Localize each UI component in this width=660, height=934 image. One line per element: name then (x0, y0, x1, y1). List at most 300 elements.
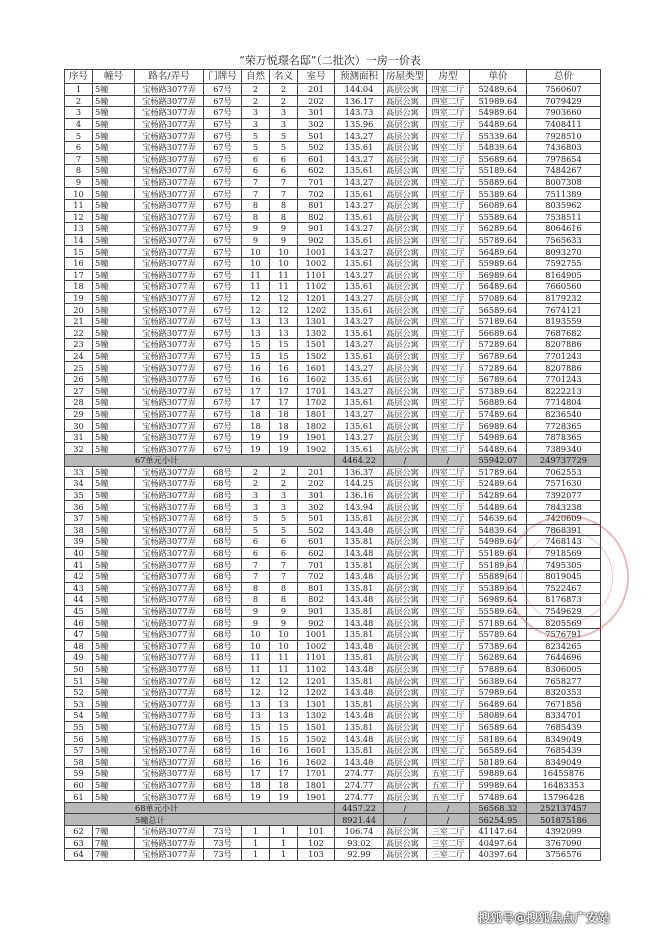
table-cell: 1202 (298, 304, 335, 316)
table-cell: 1102 (298, 281, 335, 293)
table-cell: 5幢 (93, 489, 135, 501)
table-row (65, 397, 601, 409)
table-cell: 7674121 (527, 304, 601, 316)
table-row (65, 257, 601, 269)
table-row (65, 501, 601, 513)
table-cell: 57289.64 (470, 339, 527, 351)
subtotal-total: 252137457 (527, 802, 601, 814)
table-cell: 7878365 (527, 431, 601, 443)
table-cell: 5幢 (93, 675, 135, 687)
column-header: 路名/弄号 (135, 70, 204, 84)
table-cell: 7392077 (527, 489, 601, 501)
table-cell: 宝杨路3077弄 (135, 628, 204, 640)
table-cell: 四室二厅 (427, 107, 470, 119)
table-cell: 7671858 (527, 698, 601, 710)
table-cell: 宝杨路3077弄 (135, 489, 204, 501)
table-cell: 135.61 (335, 188, 384, 200)
subtotal-unit-price: 55942.07 (470, 455, 527, 467)
table-cell: 39 (65, 536, 93, 548)
table-cell: 1 (270, 849, 298, 861)
table-cell: 5幢 (93, 791, 135, 803)
table-cell: 8176873 (527, 594, 601, 606)
table-row (65, 756, 601, 768)
table-cell: 21 (65, 315, 93, 327)
table-cell: 5幢 (93, 768, 135, 780)
table-cell: 5幢 (93, 84, 135, 96)
table-cell: 143.27 (335, 292, 384, 304)
table-cell: 四室二厅 (427, 397, 470, 409)
table-cell: 四室二厅 (427, 710, 470, 722)
table-cell: 11 (270, 281, 298, 293)
table-cell: 5幢 (93, 501, 135, 513)
table-cell: 13 (65, 223, 93, 235)
table-cell: 宝杨路3077弄 (135, 339, 204, 351)
table-cell: 四室二厅 (427, 130, 470, 142)
column-header: 自然 (242, 70, 270, 84)
table-cell: 4 (65, 118, 93, 130)
table-cell: 56089.64 (470, 199, 527, 211)
table-cell: 2 (65, 95, 93, 107)
table-cell: 宝杨路3077弄 (135, 95, 204, 107)
table-cell: 宝杨路3077弄 (135, 420, 204, 432)
table-cell: 10 (242, 628, 270, 640)
table-cell: 9 (270, 605, 298, 617)
table-cell: 四室二厅 (427, 686, 470, 698)
table-cell: 68号 (204, 663, 242, 675)
table-cell: 9 (242, 617, 270, 629)
column-header: 房屋类型 (384, 70, 427, 84)
table-cell: 143.48 (335, 617, 384, 629)
table-cell: 7685439 (527, 744, 601, 756)
table-cell: 67号 (204, 397, 242, 409)
table-cell: 8234265 (527, 640, 601, 652)
table-cell: 67号 (204, 165, 242, 177)
table-cell: 8207886 (527, 339, 601, 351)
table-cell: 135.61 (335, 327, 384, 339)
table-cell: 135.81 (335, 652, 384, 664)
table-cell: 宝杨路3077弄 (135, 849, 204, 861)
subtotal-empty: / (427, 802, 470, 814)
table-cell: 67号 (204, 443, 242, 455)
table-cell: 54289.64 (470, 489, 527, 501)
table-cell: 四室二厅 (427, 489, 470, 501)
table-cell: 67号 (204, 95, 242, 107)
table-row (65, 339, 601, 351)
table-row (65, 176, 601, 188)
table-cell: 68号 (204, 628, 242, 640)
table-cell: 高层公寓 (384, 582, 427, 594)
table-cell: 5 (242, 524, 270, 536)
table-cell: 5幢 (93, 756, 135, 768)
table-cell: 56389.64 (470, 675, 527, 687)
table-cell: 10 (270, 246, 298, 258)
table-cell: 58189.64 (470, 733, 527, 745)
table-cell: 四室二厅 (427, 95, 470, 107)
table-cell: 136.37 (335, 466, 384, 478)
table-cell: 56589.64 (470, 721, 527, 733)
table-cell: 37 (65, 512, 93, 524)
table-cell: 四室二厅 (427, 559, 470, 571)
table-cell: 3 (270, 118, 298, 130)
table-cell: 135.61 (335, 211, 384, 223)
table-cell: 73号 (204, 826, 242, 838)
column-header: 单价 (470, 70, 527, 84)
table-cell: 高层公寓 (384, 141, 427, 153)
table-cell: 7062553 (527, 466, 601, 478)
table-cell: 8320353 (527, 686, 601, 698)
table-cell: 67号 (204, 234, 242, 246)
table-cell: 12 (270, 304, 298, 316)
table-cell: 44 (65, 594, 93, 606)
table-cell: 8019045 (527, 570, 601, 582)
table-cell: 5幢 (93, 165, 135, 177)
table-cell: 8 (270, 582, 298, 594)
table-cell: 宝杨路3077弄 (135, 605, 204, 617)
table-cell: 16483353 (527, 779, 601, 791)
table-cell: 41 (65, 559, 93, 571)
table-cell: 68号 (204, 768, 242, 780)
table-cell: 18 (270, 420, 298, 432)
table-cell: 67号 (204, 130, 242, 142)
table-cell: 73号 (204, 849, 242, 861)
table-cell: 135.61 (335, 373, 384, 385)
table-cell: 四室二厅 (427, 628, 470, 640)
table-cell: 13 (270, 698, 298, 710)
table-cell: 5幢 (93, 373, 135, 385)
subtotal-row (65, 455, 601, 467)
table-cell: 5幢 (93, 512, 135, 524)
table-cell: 19 (242, 443, 270, 455)
table-cell: 57189.64 (470, 315, 527, 327)
table-cell: 202 (298, 95, 335, 107)
table-cell: 高层公寓 (384, 524, 427, 536)
table-cell: 15 (242, 339, 270, 351)
table-cell: 高层公寓 (384, 756, 427, 768)
table-cell: 67号 (204, 304, 242, 316)
table-cell: 6 (65, 141, 93, 153)
table-cell: 高层公寓 (384, 118, 427, 130)
table-cell: 1 (65, 84, 93, 96)
subtotal-area: 8921.44 (335, 814, 384, 826)
table-cell: 59 (65, 768, 93, 780)
table-row (65, 582, 601, 594)
table-cell: 16 (270, 744, 298, 756)
table-cell: 12 (242, 292, 270, 304)
table-cell: 7 (270, 176, 298, 188)
table-cell: 68号 (204, 512, 242, 524)
table-cell: 55339.64 (470, 130, 527, 142)
table-cell: 高层公寓 (384, 165, 427, 177)
table-cell: 54839.64 (470, 141, 527, 153)
table-cell: 7903660 (527, 107, 601, 119)
table-cell: 5幢 (93, 431, 135, 443)
table-cell: 5幢 (93, 536, 135, 548)
table-cell: 10 (270, 640, 298, 652)
table-cell: 11 (242, 269, 270, 281)
table-cell: 宝杨路3077弄 (135, 281, 204, 293)
table-cell: 8 (242, 594, 270, 606)
table-cell: 68号 (204, 710, 242, 722)
table-cell: 宝杨路3077弄 (135, 269, 204, 281)
table-cell: 四室二厅 (427, 362, 470, 374)
table-cell: 1701 (298, 385, 335, 397)
table-cell: 8 (242, 582, 270, 594)
table-cell: 高层公寓 (384, 199, 427, 211)
table-cell: 57389.64 (470, 640, 527, 652)
table-cell: 15 (242, 721, 270, 733)
table-cell: 135.61 (335, 304, 384, 316)
table-cell: 高层公寓 (384, 431, 427, 443)
table-cell: 144.25 (335, 478, 384, 490)
table-cell: 54489.64 (470, 501, 527, 513)
table-cell: 10 (242, 246, 270, 258)
table-cell: 59989.64 (470, 779, 527, 791)
table-cell: 1 (242, 837, 270, 849)
table-cell: 3 (270, 107, 298, 119)
table-cell: 15 (65, 246, 93, 258)
table-cell: 8236540 (527, 408, 601, 420)
table-cell: 5幢 (93, 269, 135, 281)
table-cell: 23 (65, 339, 93, 351)
table-cell: 702 (298, 570, 335, 582)
table-cell: 5幢 (93, 570, 135, 582)
table-cell: 8093270 (527, 246, 601, 258)
table-cell: 2 (242, 95, 270, 107)
table-cell: 143.48 (335, 547, 384, 559)
table-cell: 四室二厅 (427, 327, 470, 339)
table-cell: 40497.64 (470, 837, 527, 849)
table-cell: 67号 (204, 327, 242, 339)
table-cell: 68号 (204, 570, 242, 582)
table-cell: 宝杨路3077弄 (135, 768, 204, 780)
table-row (65, 744, 601, 756)
table-cell: 10 (270, 628, 298, 640)
table-cell: 5幢 (93, 95, 135, 107)
table-cell: 5幢 (93, 594, 135, 606)
table-row (65, 385, 601, 397)
table-cell: 55589.64 (470, 211, 527, 223)
table-cell: 高层公寓 (384, 779, 427, 791)
table-cell: 6 (242, 153, 270, 165)
table-cell: 宝杨路3077弄 (135, 524, 204, 536)
table-cell: 52489.64 (470, 478, 527, 490)
table-cell: 11 (242, 663, 270, 675)
table-cell: 68号 (204, 466, 242, 478)
table-cell: 16 (270, 756, 298, 768)
table-cell: 13 (242, 327, 270, 339)
table-row (65, 292, 601, 304)
table-cell: 9 (270, 223, 298, 235)
table-cell: 135.61 (335, 443, 384, 455)
table-cell: 高层公寓 (384, 84, 427, 96)
table-cell: 1502 (298, 733, 335, 745)
table-cell: 四室二厅 (427, 350, 470, 362)
table-cell: 8035962 (527, 199, 601, 211)
table-cell: 7928510 (527, 130, 601, 142)
table-cell: 15 (242, 350, 270, 362)
table-cell: 8306005 (527, 663, 601, 675)
table-cell: 26 (65, 373, 93, 385)
table-cell: 7658277 (527, 675, 601, 687)
table-cell: 12 (270, 675, 298, 687)
table-cell: 四室二厅 (427, 501, 470, 513)
table-header (65, 70, 601, 84)
table-cell: 7538511 (527, 211, 601, 223)
table-cell: 55789.64 (470, 628, 527, 640)
table-cell: 22 (65, 327, 93, 339)
table-cell: 3 (242, 107, 270, 119)
table-cell: 17 (65, 269, 93, 281)
table-cell: 5幢 (93, 559, 135, 571)
table-row (65, 512, 601, 524)
subtotal-label: 5幢总计 (65, 814, 335, 826)
table-cell: 2 (270, 478, 298, 490)
table-cell: 68号 (204, 721, 242, 733)
table-cell: 宝杨路3077弄 (135, 501, 204, 513)
table-cell: 55789.64 (470, 234, 527, 246)
subtotal-area: 4464.22 (335, 455, 384, 467)
table-cell: 15 (270, 350, 298, 362)
table-cell: 宝杨路3077弄 (135, 733, 204, 745)
table-cell: 8205569 (527, 617, 601, 629)
table-cell: 高层公寓 (384, 791, 427, 803)
table-cell: 602 (298, 547, 335, 559)
table-cell: 四室二厅 (427, 188, 470, 200)
table-cell: 宝杨路3077弄 (135, 570, 204, 582)
table-cell: 7389340 (527, 443, 601, 455)
table-row (65, 188, 601, 200)
table-cell: 5幢 (93, 663, 135, 675)
table-cell: 57089.64 (470, 292, 527, 304)
table-cell: 宝杨路3077弄 (135, 640, 204, 652)
table-cell: 55589.64 (470, 605, 527, 617)
table-cell: 7408411 (527, 118, 601, 130)
table-cell: 92.99 (335, 849, 384, 861)
table-cell: 四室二厅 (427, 292, 470, 304)
table-cell: 宝杨路3077弄 (135, 431, 204, 443)
table-row (65, 849, 601, 861)
table-cell: 40 (65, 547, 93, 559)
table-cell: 56589.64 (470, 304, 527, 316)
table-cell: 11 (270, 663, 298, 675)
table-cell: 四室二厅 (427, 176, 470, 188)
table-cell: 7576791 (527, 628, 601, 640)
table-cell: 5幢 (93, 339, 135, 351)
table-cell: 宝杨路3077弄 (135, 211, 204, 223)
table-cell: 高层公寓 (384, 849, 427, 861)
table-row (65, 431, 601, 443)
table-cell: 135.81 (335, 512, 384, 524)
table-cell: 1701 (298, 768, 335, 780)
table-cell: 高层公寓 (384, 559, 427, 571)
table-cell: 14 (65, 234, 93, 246)
table-cell: 41147.64 (470, 826, 527, 838)
table-cell: 143.27 (335, 246, 384, 258)
table-cell: 19 (65, 292, 93, 304)
table-cell: 宝杨路3077弄 (135, 176, 204, 188)
table-cell: 5幢 (93, 397, 135, 409)
table-cell: 902 (298, 234, 335, 246)
table-cell: 8 (242, 199, 270, 211)
table-cell: 13 (242, 698, 270, 710)
table-cell: 135.81 (335, 744, 384, 756)
table-cell: 68号 (204, 536, 242, 548)
table-cell: 1901 (298, 791, 335, 803)
table-cell: 67号 (204, 408, 242, 420)
table-cell: 60 (65, 779, 93, 791)
column-header: 门牌号 (204, 70, 242, 84)
table-cell: 四室二厅 (427, 373, 470, 385)
table-cell: 6 (242, 165, 270, 177)
table-cell: 5幢 (93, 350, 135, 362)
table-cell: 101 (298, 826, 335, 838)
table-cell: 5幢 (93, 640, 135, 652)
table-cell: 3767090 (527, 837, 601, 849)
table-cell: 135.81 (335, 605, 384, 617)
table-cell: 143.27 (335, 385, 384, 397)
column-header: 名义 (270, 70, 298, 84)
table-cell: 9 (270, 234, 298, 246)
table-row (65, 536, 601, 548)
table-cell: 103 (298, 849, 335, 861)
table-cell: 67号 (204, 420, 242, 432)
table-row (65, 826, 601, 838)
table-cell: 135.81 (335, 675, 384, 687)
table-cell: 143.27 (335, 153, 384, 165)
table-cell: 5 (270, 512, 298, 524)
table-cell: 68号 (204, 524, 242, 536)
table-cell: 67号 (204, 431, 242, 443)
table-cell: 50 (65, 663, 93, 675)
table-cell: 5幢 (93, 420, 135, 432)
table-cell: 135.81 (335, 721, 384, 733)
table-cell: 宝杨路3077弄 (135, 234, 204, 246)
table-cell: 高层公寓 (384, 234, 427, 246)
table-cell: 1302 (298, 327, 335, 339)
table-cell: 15 (270, 733, 298, 745)
table-cell: 68号 (204, 559, 242, 571)
table-cell: 四室二厅 (427, 281, 470, 293)
table-cell: 68号 (204, 478, 242, 490)
table-cell: 8 (270, 594, 298, 606)
table-cell: 宝杨路3077弄 (135, 130, 204, 142)
table-cell: 高层公寓 (384, 95, 427, 107)
table-cell: 67号 (204, 350, 242, 362)
table-cell: 5幢 (93, 779, 135, 791)
table-cell: 7918569 (527, 547, 601, 559)
table-cell: 四室二厅 (427, 431, 470, 443)
table-cell: 8 (242, 211, 270, 223)
table-cell: 135.81 (335, 582, 384, 594)
table-cell: 8064616 (527, 223, 601, 235)
table-cell: 68号 (204, 652, 242, 664)
table-row (65, 791, 601, 803)
table-cell: 宝杨路3077弄 (135, 443, 204, 455)
table-cell: 301 (298, 489, 335, 501)
table-cell: 高层公寓 (384, 188, 427, 200)
table-cell: 54989.64 (470, 536, 527, 548)
table-cell: 55889.64 (470, 570, 527, 582)
table-cell: 宝杨路3077弄 (135, 512, 204, 524)
table-cell: 高层公寓 (384, 605, 427, 617)
table-cell: 10 (65, 188, 93, 200)
table-cell: 高层公寓 (384, 257, 427, 269)
table-cell: 三室二厅 (427, 837, 470, 849)
table-cell: 5 (242, 141, 270, 153)
table-cell: 143.27 (335, 362, 384, 374)
table-row (65, 559, 601, 571)
table-cell: 43 (65, 582, 93, 594)
